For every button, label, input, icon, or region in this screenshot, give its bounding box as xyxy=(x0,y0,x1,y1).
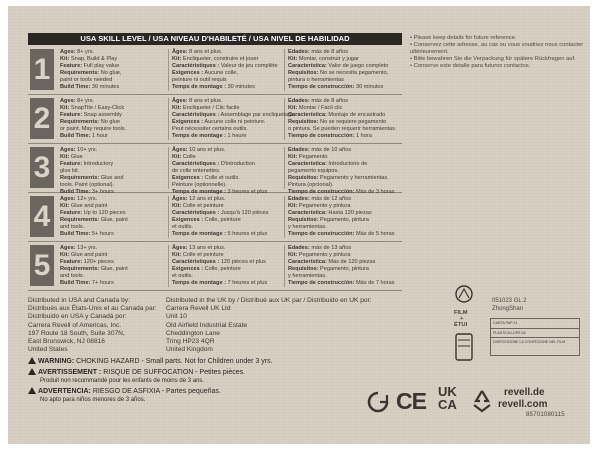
warning-block xyxy=(28,357,273,366)
level-line: Característica: Hasta 120 piezas xyxy=(288,210,372,216)
level-line: Edades: más de 10 años xyxy=(288,147,352,153)
plus-sign: + xyxy=(460,316,464,322)
level-line: or paint. May require tools. xyxy=(60,126,127,132)
level-text-fr xyxy=(172,147,285,195)
triman-recycle-icon xyxy=(470,389,494,413)
level-line: Requisitos: No se requiere pegamento xyxy=(288,119,387,125)
warning-triangle-icon xyxy=(28,387,36,394)
address-line: Unit 10 xyxy=(166,313,187,321)
material-info-table xyxy=(490,318,580,356)
level-line: Kit: Encliqueter / Clic facile xyxy=(172,105,240,111)
level-line: Kit: SnapTite / Easy-Click xyxy=(60,105,125,111)
ukca-mark-bottom: CA xyxy=(438,397,457,412)
level-line: Peinture (optionnelle). xyxy=(172,182,227,188)
notice-line: • Bitte bewahren Sie die Verpackung für spätere Rückfragen auf. xyxy=(410,56,576,62)
address-line: Distribués aux États-Unis et au Canada par: xyxy=(28,305,157,313)
address-line: 197 Route 18 South, Suite 307N, xyxy=(28,329,125,337)
level-text-fr xyxy=(172,98,295,140)
level-line: y herramientas. xyxy=(288,273,327,279)
level-line: Kit: Montar, construir y jugar xyxy=(288,56,359,62)
level-line: Âges: 10 ans et plus. xyxy=(172,147,226,153)
level-number: 4 xyxy=(30,196,54,237)
ukca-mark-top: UK xyxy=(438,384,457,399)
level-line: Build Time: 30 minutes xyxy=(60,84,120,90)
level-line: et outils. xyxy=(172,224,193,230)
etui-label: ÉTUI xyxy=(454,322,468,328)
skill-level-row xyxy=(28,145,402,193)
level-line: Kit: Snap, Build & Play xyxy=(60,56,118,62)
skill-level-row xyxy=(28,96,402,144)
level-line: Tiempo de construcción: 1 hora xyxy=(288,133,372,139)
level-line: Caractéristiques : Valeur de jeu complète xyxy=(172,63,278,69)
level-line: paint or tools needed xyxy=(60,77,113,83)
level-line: Ages: 13+ yrs. xyxy=(60,245,98,251)
warning-text: RISQUE DE SUFFOCATION - Petites pièces. xyxy=(103,369,246,376)
level-line: Kit: Glue xyxy=(60,154,83,160)
level-line: Edades: más de 8 años xyxy=(288,98,349,104)
level-line: Kit: Pegamento xyxy=(288,154,328,160)
material-row: CARTA PAP 21 xyxy=(491,319,579,329)
level-line: Kit: Colle xyxy=(172,154,196,160)
level-line: Edades: más de 13 años xyxy=(288,245,352,251)
address-line: Carrera Revell of Americas, Inc. xyxy=(28,321,122,329)
level-line: Build Time: 3+ hours xyxy=(60,189,114,195)
level-line: et outils. xyxy=(172,273,193,279)
production-code: 051023 GL 2 xyxy=(492,298,527,304)
level-line: Âges: 12 ans et plus. xyxy=(172,196,226,202)
level-line: Ages: 12+ yrs. xyxy=(60,196,98,202)
level-text-fr xyxy=(172,49,285,91)
material-row: DISPOSIZIONE LA CONFEZIONE NEL FILM xyxy=(493,340,566,344)
level-line: y herramientas. xyxy=(288,224,327,230)
level-line: Feature: Introductory xyxy=(60,161,114,167)
film-label: FILM xyxy=(454,310,468,316)
level-line: Caractéristiques : Jusqu'à 120 pièces xyxy=(172,210,269,216)
level-line: Temps de montage : 3 heures et plus xyxy=(172,189,268,195)
level-line: Característica: Valor de juego completo xyxy=(288,63,389,69)
level-number: 1 xyxy=(30,49,54,90)
level-line: Requisitos: Pegamento, pintura xyxy=(288,266,369,272)
level-text-en xyxy=(60,98,169,140)
notice-line: ultérieurement. xyxy=(410,49,449,55)
level-line: Build Time: 5+ hours xyxy=(60,231,114,237)
level-number: 2 xyxy=(30,98,54,139)
warning-text: RIESGO DE ASFIXIA - Partes pequeñas. xyxy=(92,388,221,395)
skill-level-row xyxy=(28,194,402,242)
level-line: Âges: 13 ans et plus. xyxy=(172,245,226,251)
level-line: Peut nécessiter certains outils. xyxy=(172,126,248,132)
warning-text: CHOKING HAZARD - Small parts. Not for Children under 3 yrs. xyxy=(76,358,273,365)
material-row: PLASTICA LDPE 04 xyxy=(491,329,579,339)
address-line: Carrera Revell UK Ltd xyxy=(166,305,231,313)
level-line: Feature: Up to 120 pieces xyxy=(60,210,126,216)
warning-triangle-icon xyxy=(28,357,36,364)
level-line: Tiempo de construcción: 30 minutos xyxy=(288,84,384,90)
level-line: Característica: Más de 120 piezas xyxy=(288,259,376,265)
skill-level-header: USA SKILL LEVEL / USA NIVEAU D'HABILETÉ / USA NIVEL DE HABILIDAD xyxy=(28,33,402,45)
level-line: Requirements: Glue and xyxy=(60,175,124,181)
level-line: Temps de montage : 7 heures et plus xyxy=(172,280,268,286)
level-line: tools. Paint (optional). xyxy=(60,182,115,188)
level-line: Requirements: No glue, xyxy=(60,70,122,76)
level-line: peinture ni outil requis xyxy=(172,77,227,83)
level-line: Kit: Glue and paint xyxy=(60,203,108,209)
level-line: Exigences : Aucune colle, xyxy=(172,70,238,76)
level-line: Exigences : Colle, peinture xyxy=(172,217,241,223)
level-text-en xyxy=(60,49,169,91)
level-line: Kit: Colle et peinture xyxy=(172,203,224,209)
level-line: Característica: Montaje de encastrado xyxy=(288,112,386,118)
level-line: and tools. xyxy=(60,273,85,279)
address-line: Distributed in the UK by / Distribué aux UK par / Distribuido en UK por: xyxy=(166,297,372,304)
warning-block xyxy=(28,387,221,404)
warning-triangle-icon xyxy=(28,368,36,375)
level-text-es xyxy=(288,245,400,287)
level-line: Caractéristiques : D'introduction xyxy=(172,161,255,167)
address-line: Tring HP23 4QR xyxy=(166,338,215,345)
level-line: Temps de montage : 5 heures et plus xyxy=(172,231,268,237)
level-line: Caractéristiques : 120 pièces et plus xyxy=(172,259,266,265)
notice-line: • Conservez cette adresse, au cas ou vous voudriez nous contacter xyxy=(410,42,584,48)
level-line: pintura o herramientas xyxy=(288,77,344,83)
address-line: Cheddington Lane xyxy=(166,329,220,337)
level-line: Tiempo de construcción: Más de 7 horas xyxy=(288,280,395,286)
revell-com-url: revell.com xyxy=(498,399,548,410)
level-line: Feature: Snap assembly xyxy=(60,112,122,118)
skill-level-row xyxy=(28,47,402,95)
level-line: Tiempo de construcción: Más de 5 horas xyxy=(288,231,395,237)
packaging-panel xyxy=(8,6,590,444)
level-line: Requisitos: Pegamento y herramientas. xyxy=(288,175,389,181)
level-line: Requirements: Glue, paint xyxy=(60,217,128,223)
warning-block xyxy=(28,368,245,385)
level-line: Temps de montage : 1 heure xyxy=(172,133,247,139)
skill-level-row xyxy=(28,243,402,291)
level-text-en xyxy=(60,147,169,195)
address-line: East Brunswick, NJ 08816 xyxy=(28,338,105,345)
warning-subtext: Produit non recommandé pour les enfants de moins de 3 ans. xyxy=(40,378,205,384)
level-line: Requisitos: No se necesita pegamento, xyxy=(288,70,389,76)
level-line: Kit: Pegamento y pintura xyxy=(288,252,351,258)
level-line: and tools. xyxy=(60,224,85,230)
level-line: Build Time: 1 hour xyxy=(60,133,108,139)
level-text-es xyxy=(288,196,400,238)
level-line: Tiempo de construcción: Más de 3 horas xyxy=(288,189,395,195)
ce-mark: CE xyxy=(396,388,426,414)
level-line: Build Time: 7+ hours xyxy=(60,280,114,286)
warning-title: AVERTISSEMENT : xyxy=(38,369,102,376)
address-line: United States xyxy=(28,346,68,354)
level-text-fr xyxy=(172,245,285,287)
level-line: Kit: Colle et peinture xyxy=(172,252,224,258)
level-line: Âges: 8 ans et plus. xyxy=(172,49,223,55)
level-line: Ages: 8+ yrs. xyxy=(60,49,95,55)
level-line: Feature: 120+ pieces xyxy=(60,259,114,265)
warning-subtext: No apto para niños menores de 3 años. xyxy=(40,397,146,403)
level-line: Kit: Montar / Fácil clic xyxy=(288,105,343,111)
level-line: Kit: Pegamento y pintura xyxy=(288,203,351,209)
notice-line: • Please keep details for future reference. xyxy=(410,35,517,41)
level-line: Exigences : Colle et outils. xyxy=(172,175,240,181)
notice-line: • Conserve este detalle para futuros contactos. xyxy=(410,63,531,69)
level-text-en xyxy=(60,245,169,287)
level-number: 3 xyxy=(30,147,54,188)
level-line: Exigences : Colle, peinture xyxy=(172,266,241,272)
level-line: Ages: 10+ yrs. xyxy=(60,147,98,153)
level-text-es xyxy=(288,49,400,91)
level-line: Requirements: Glue, paint xyxy=(60,266,128,272)
level-line: Kit: Encliqueter, construire et jouer xyxy=(172,56,259,62)
level-line: o pintura. Se pueden requerir herramientas. xyxy=(288,126,397,132)
recycle-arrows-icon xyxy=(366,390,390,414)
level-line: Feature: Full play value xyxy=(60,63,120,69)
address-line: Distribuido en USA y Canadá por: xyxy=(28,313,127,321)
production-city: ZhongShan xyxy=(492,306,524,312)
warning-title: WARNING: xyxy=(38,358,75,365)
level-text-en xyxy=(60,196,169,238)
level-line: Característica: Introductorio de xyxy=(288,161,368,167)
level-line: Pintura (opcional). xyxy=(288,182,334,188)
barcode-number: 85701080115 xyxy=(526,411,565,418)
warning-title: ADVERTENCIA: xyxy=(38,388,91,395)
level-line: Edades: más de 8 años xyxy=(288,49,349,55)
level-line: Temps de montage : 30 minutes xyxy=(172,84,255,90)
address-line: Distributed in USA and Canada by: xyxy=(28,297,130,304)
level-text-es xyxy=(288,147,400,195)
level-line: Requirements: No glue xyxy=(60,119,121,125)
revell-de-url: revell.de xyxy=(504,387,545,398)
level-text-es xyxy=(288,98,400,140)
level-line: Edades: más de 12 años xyxy=(288,196,352,202)
level-line: Exigences : Aucune colle ni peinture. xyxy=(172,119,266,125)
address-line: United Kingdom xyxy=(166,346,213,354)
level-line: de colle entenettes. xyxy=(172,168,221,174)
level-line: Ages: 8+ yrs. xyxy=(60,98,95,104)
level-line: Caractéristiques : Assemblage par encliquetage xyxy=(172,112,295,118)
level-line: Requisitos: Pegamento, pintura xyxy=(288,217,369,223)
level-number: 5 xyxy=(30,245,54,286)
level-line: Âges: 8 ans et plus. xyxy=(172,98,223,104)
level-line: pegamento equipos. xyxy=(288,168,339,174)
level-line: Kit: Glue and paint xyxy=(60,252,108,258)
address-line: Old Airfield Industrial Estate xyxy=(166,321,247,329)
level-line: glue kit. xyxy=(60,168,80,174)
level-text-fr xyxy=(172,196,285,238)
